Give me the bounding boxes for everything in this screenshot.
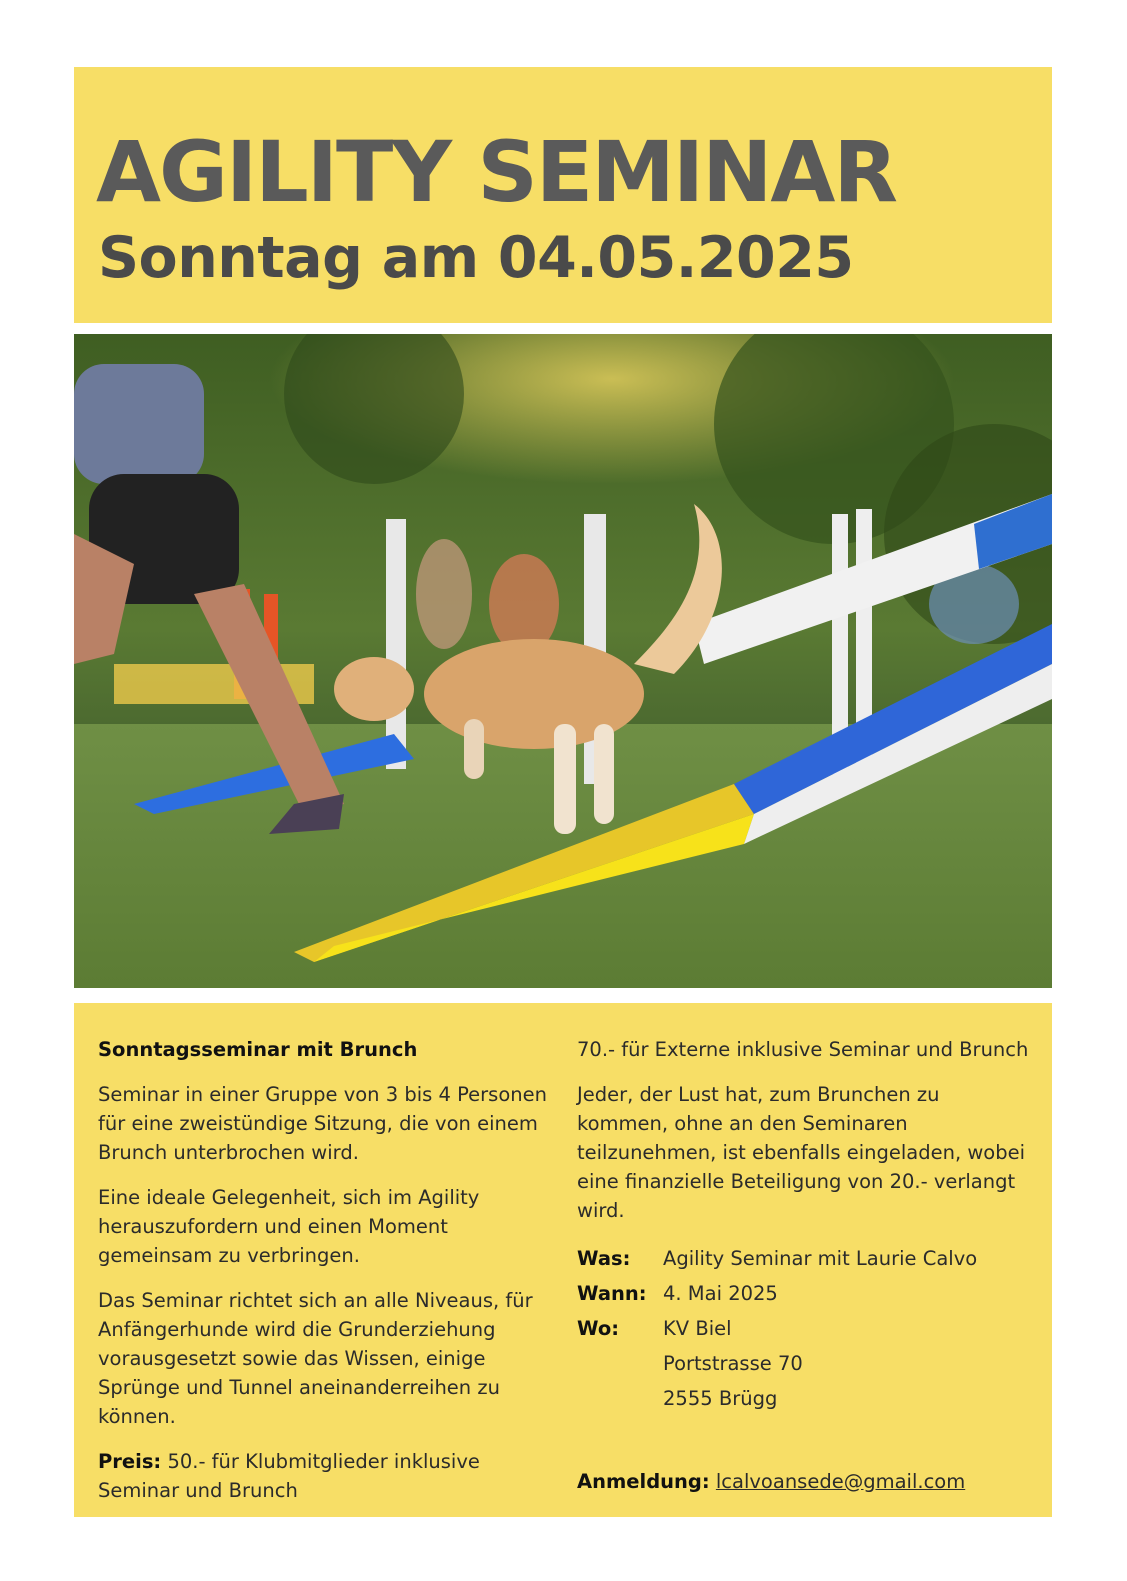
signup: [577, 1467, 965, 1496]
signup-email-link[interactable]: lcalvoansede@gmail.com: [715, 1470, 966, 1493]
wo-line-3: 2555 Brügg: [663, 1387, 778, 1410]
event-date: Sonntag am 04.05.2025: [98, 225, 854, 291]
was-value: Agility Seminar mit Laurie Calvo: [663, 1247, 978, 1270]
info-column-right: [577, 1035, 1032, 1493]
price-label: Preis:: [98, 1450, 162, 1473]
wann-value: 4. Mai 2025: [663, 1282, 778, 1305]
info-column-left: [98, 1035, 553, 1521]
signup-label: Anmeldung:: [577, 1470, 710, 1493]
agility-dog-illustration: [74, 334, 1052, 988]
page-title: AGILITY SEMINAR: [96, 123, 897, 221]
seminar-heading: Sonntagsseminar mit Brunch: [98, 1038, 418, 1061]
wann-label: Wann:: [577, 1282, 647, 1305]
brunch-only-info: Jeder, der Lust hat, zum Brunchen zu kommen, ohne an den Seminaren teilzunehmen, ist ebenfalls eingeladen, wobei eine finanzielle Beteiligung von 20.- verlangt wird.: [577, 1083, 1026, 1222]
price-member: [98, 1447, 553, 1505]
detail-was: [577, 1241, 1032, 1276]
wo-line-2: Portstrasse 70: [663, 1352, 803, 1375]
seminar-description: Seminar in einer Gruppe von 3 bis 4 Personen für eine zweistündige Sitzung, die von einem Brunch unterbrochen wird.: [98, 1083, 547, 1164]
detail-wann: [577, 1276, 1032, 1311]
info-panel: [74, 1003, 1052, 1517]
price-member-text: 50.- für Klubmitglieder inklusive Seminar und Brunch: [98, 1450, 480, 1502]
wo-line-1: KV Biel: [663, 1317, 732, 1340]
wo-value: [663, 1311, 1032, 1416]
seminar-opportunity: Eine ideale Gelegenheit, sich im Agility herauszufordern und einen Moment gemeinsam zu verbringen.: [98, 1186, 480, 1267]
detail-wo: [577, 1311, 1032, 1416]
price-external: 70.- für Externe inklusive Seminar und Brunch: [577, 1038, 1029, 1061]
header-banner: [74, 67, 1052, 323]
event-photo: [74, 334, 1052, 988]
was-label: Was:: [577, 1247, 631, 1270]
seminar-levels: Das Seminar richtet sich an alle Niveaus, für Anfängerhunde wird die Grunderziehung vorausgesetzt sowie das Wissen, einige Sprünge und Tunnel aneinanderreihen zu können.: [98, 1289, 533, 1428]
wo-label: Wo:: [577, 1317, 620, 1340]
